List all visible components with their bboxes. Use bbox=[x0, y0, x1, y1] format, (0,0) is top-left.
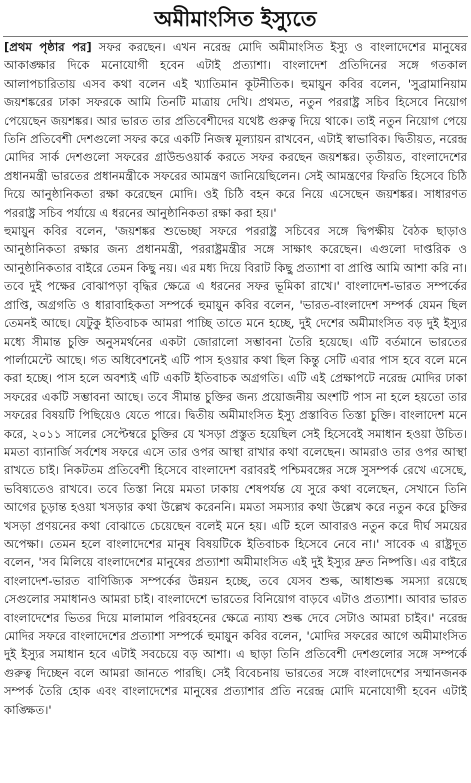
paragraph-2-text: হুমায়ুন কবির বলেন, 'জয়শঙ্কর শুভেচ্ছা সফরে পররাষ্ট্র সচিবের সঙ্গে দ্বিপক্ষীয় বৈঠক ছাড়াও আনুষ্ঠানিকতা রক্ষার জন্য প্রধানমন্ত্রী, পররাষ্ট্রমন্ত্রীর সঙ্গে সাক্ষাৎ করেছেন। এগুলো দাপ্তরিক ও আনুষ্ঠানিকতার বাইরে তেমন কিছু নয়। এর মধ্য দিয়ে বিরাট কিছু প্রত্যাশা বা প্রাপ্তি আমি আশা করি না। তবে দুই পক্ষের বোঝাপড়া বৃদ্ধির ক্ষেত্রে এ ধরনের সফর ভূমিকা রাখে।' বাংলাদেশ-ভারত সম্পর্কের প্রাপ্তি, অগ্রগতি ও ধারাবাহিকতা সম্পর্কে হুমায়ুন কবির বলেন, 'ভারত-বাংলাদেশ সম্পর্ক যেমন ছিল তেমনই আছে। যেটুকু ইতিবাচক আমরা পাচ্ছি তাতে মনে হচ্ছে, দুই দেশের অমীমাংসিত বড় দুই ইস্যুর মধ্যে সীমান্ত চুক্তি অনুসমর্থনের একটা জোরালো সম্ভাবনা তৈরি হয়েছে। এটি বর্তমানে ভারতের পার্লামেন্টে আছে। গত অধিবেশনেই এটি পাস হওয়ার কথা ছিল কিন্তু সেটি এবার পাস হবে বলে মনে করা হচ্ছে। পাস হলে অবশ্যই এটি একটি ইতিবাচক অগ্রগতি। এটি এই প্রেক্ষাপটে নরেন্দ্র মোদির ঢাকা সফরের একটি সম্ভাবনা আছে। তবে সীমান্ত চুক্তির জন্য প্রয়োজনীয় অংশটি পাস না হলে হয়তো তার সফরের বিষয়টি পিছিয়েও যেতে পারে। দ্বিতীয় অমীমাংসিত ইস্যু প্রস্তাবিত তিস্তা চুক্তি। বাংলাদেশ মনে করে, ২০১১ সালের সেপ্টেম্বরে চুক্তির যে খসড়া প্রস্তুত হয়েছিল সেই হিসেবেই সমাধান হওয়া উচিত। মমতা ব্যানার্জি সর্বশেষ সফরে এসে তার ওপর আস্থা রাখার কথা বলেছেন। আমরাও তার ওপর আস্থা রাখতে চাই। নিকটতম প্রতিবেশী হিসেবে বাংলাদেশ বরাবরই পশ্চিমবঙ্গের সঙ্গে সুসম্পর্ক রেখে এসেছে, ভবিষ্যতেও রাখবে। তবে তিস্তা নিয়ে মমতা ঢাকায় শেষপর্যন্ত যে সুরে কথা বলেছেন, সেখানে তিনি আগের চূড়ান্ত হওয়া খসড়ার কথা উল্লেখ করেননি। মমতা সমস্যার কথা উল্লেখ করে নতুন করে চুক্তির খসড়া প্রণয়নের কথা বোঝাতে চেয়েছেন বলেই মনে হয়। এটি হলে আবারও নতুন করে দীর্ঘ সময়ের অপেক্ষা। তেমন হলে বাংলাদেশের মানুষ বিষয়টিকে ইতিবাচক হিসেবে নেবে না।' সাবেক এ রাষ্ট্রদূত বলেন, 'সব মিলিয়ে বাংলাদেশের মানুষের প্রত্যাশা অমীমাংসিত এই দুই ইস্যুর দ্রুত নিষ্পত্তি। এর বাইরে বাংলাদেশ-ভারত বাণিজ্যিক সম্পর্কের উন্নয়ন হচ্ছে, তবে যেসব শুল্ক, আধাশুল্ক সমস্যা রয়েছে সেগুলোর সমাধানও আমরা চাই। বাংলাদেশে ভারতের বিনিয়োগ বাড়বে এটাও প্রত্যাশা। আবার ভারত বাংলাদেশের ভিতর দিয়ে মালামাল পরিবহনের ক্ষেত্রে ন্যায্য শুল্ক দেবে সেটাও আমরা চাইব।' নরেন্দ্র মোদির সফরে বাংলাদেশের প্রত্যাশা সম্পর্কে হুমায়ুন কবির বলেন, 'মোদির সফরের আগে অমীমাংসিত দুই ইস্যুর সমাধান হবে এটাই সবচেয়ে বড় আশা। এ ছাড়া তিনি প্রতিবেশী দেশগুলোর সঙ্গে সম্পর্কে গুরুত্ব দিচ্ছেন বলে আমরা জানতে পারছি। সেই বিবেচনায় ভারতের সঙ্গে বাংলাদেশের সম্মানজনক সম্পর্ক তৈরি হোক এবং বাংলাদেশের মানুষের প্রত্যাশার প্রতি নরেন্দ্র মোদি মনোযোগী হবেন এটাই কাঙ্ক্ষিত।' bbox=[4, 224, 467, 717]
article-body bbox=[4, 38, 467, 782]
headline-divider bbox=[3, 36, 468, 37]
article-paragraph-1 bbox=[4, 38, 467, 222]
paragraph-1-text: সফর করছেন। এখন নরেন্দ্র মোদি অমীমাংসিত ইস্যু ও বাংলাদেশের মানুষের আকাঙ্ক্ষার দিকে মনোযোগী হবেন এটাই প্রত্যাশা। বাংলাদেশ প্রতিদিনের সঙ্গে গতকাল আলাপচারিতায় এসব কথা বলেন এই খ্যাতিমান কূটনীতিক। হুমায়ুন কবির বলেন, 'সুব্রামানিয়াম জয়শঙ্করের ঢাকা সফরকে আমি তিনটি মাত্রায় দেখি। প্রথমত, নতুন পররাষ্ট্র সচিব হিসেবে নিয়োগ পেয়েছেন জয়শঙ্কর। আর ভারত তার প্রতিবেশীদের যথেষ্ট গুরুত্ব দিয়ে থাকে। তাই নতুন নিয়োগ পেয়ে তিনি প্রতিবেশী দেশগুলো সফর করে একটি নিজস্ব মূল্যায়ন রাখবেন, এটাই স্বাভাবিক। দ্বিতীয়ত, নরেন্দ্র মোদির সার্ক দেশগুলো সফরের গ্রাউন্ডওয়ার্ক করতে সফর করছেন জয়শঙ্কর। তৃতীয়ত, বাংলাদেশের প্রধানমন্ত্রী ভারতের প্রধানমন্ত্রীকে সফরের আমন্ত্রণ জানিয়েছিলেন। সেই আমন্ত্রণের ফিরতি হিসেবে চিঠি দিয়ে আনুষ্ঠানিকতা রক্ষা করেছেন মোদি। ওই চিঠি বহন করে নিয়ে এসেছেন জয়শঙ্কর। সাধারণত পররাষ্ট্র সচিব পর্যায়ে এ ধরনের আনুষ্ঠানিকতা রক্ষা করা হয়।' bbox=[4, 40, 467, 220]
headline: অমীমাংসিত ইস্যুতে bbox=[154, 7, 317, 31]
continued-label: [প্রথম পৃষ্ঠার পর] bbox=[4, 40, 92, 54]
article-paragraph-2 bbox=[4, 222, 467, 719]
